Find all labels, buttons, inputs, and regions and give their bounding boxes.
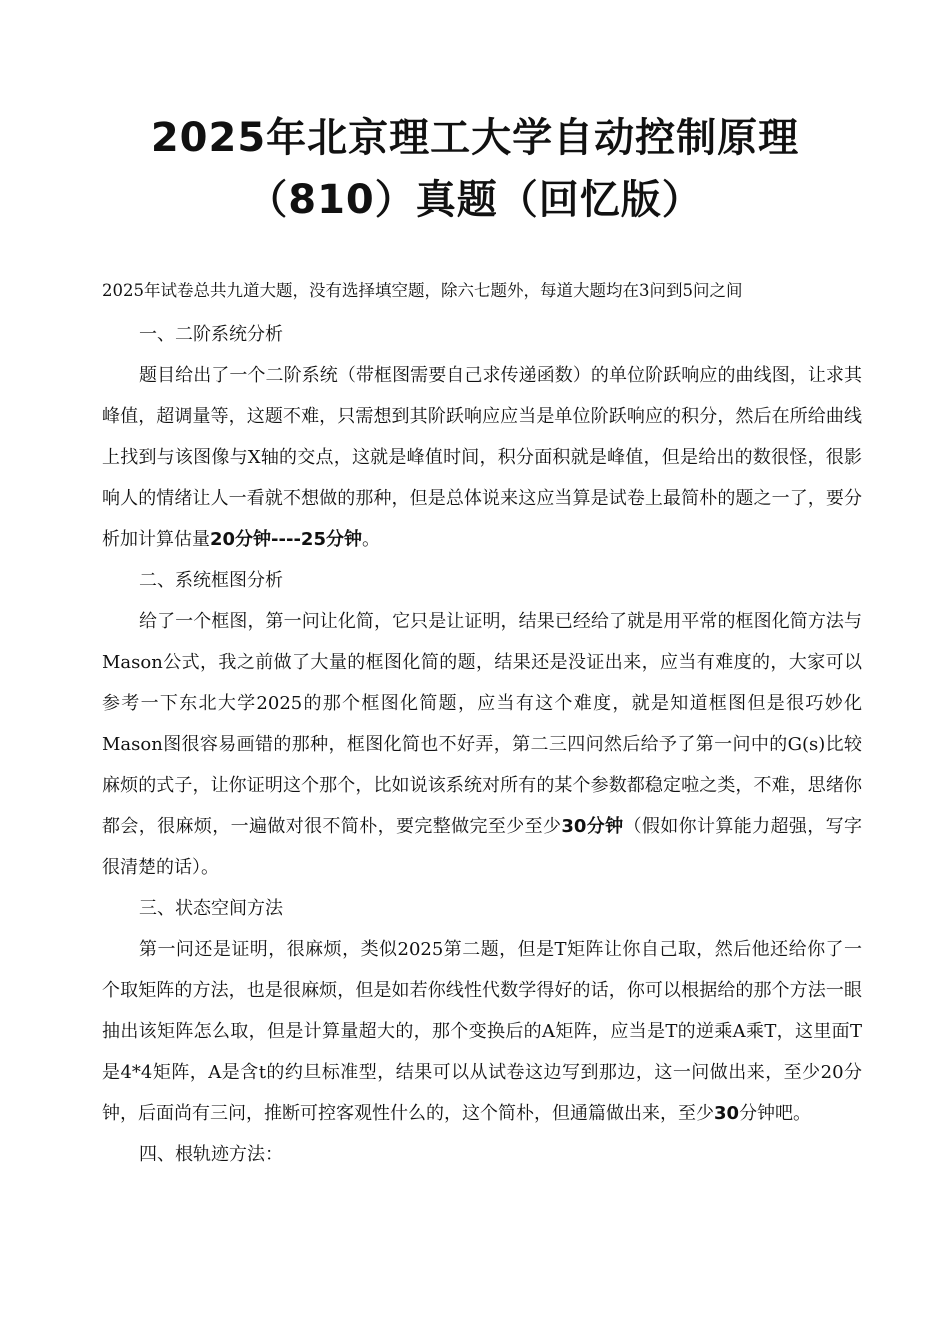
section-heading-3: 三、状态空间方法 (139, 898, 283, 919)
page-subtitle: （810）真题（回忆版） (247, 177, 703, 223)
page-title: 2025年北京理工大学自动控制原理 (150, 115, 800, 161)
section-heading-4: 四、根轨迹方法： (139, 1144, 283, 1165)
section-paragraph-2 (102, 601, 862, 888)
paragraph-text: 第一问还是证明，很麻烦，类似2025第二题，但是T矩阵让你自己取，然后他还给你了一个取矩阵的方法，也是很麻烦，但是如若你线性代数学得好的话，你可以根据给的那个方法一眼抽出该矩阵怎么取，但是计算量超大的，那个变换后的A矩阵，应当是T的逆乘A乘T，这里面T是4*4矩阵，A是含t的约旦标准型，结果可以从试卷这边写到那边，这一问做出来，至少20分钟，后面尚有三问，推断可控客观性什么的，这个简朴，但通篇做出来，至少 (102, 939, 862, 1124)
document-body (102, 314, 862, 1175)
section-paragraph-3 (102, 929, 862, 1134)
paragraph-bold-text: 20分钟----25分钟 (210, 529, 362, 550)
section-heading-2: 二、系统框图分析 (139, 570, 283, 591)
intro-text: 2025年试卷总共九道大题，没有选择填空题，除六七题外，每道大题均在3问到5问之间 (102, 281, 743, 300)
paragraph-text: 给了一个框图，第一问让化简，它只是让证明，结果已经给了就是用平常的框图化简方法与Mason公式，我之前做了大量的框图化简的题，结果还是没证出来，应当有难度的，大家可以参考一下东北大学2025的那个框图化简题，应当有这个难度，就是知道框图但是很巧妙化Mason图很容易画错的那种，框图化简也不好弄，第二三四问然后给予了第一问中的G(s)比较麻烦的式子，让你证明这个那个，比如说该系统对所有的某个参数都稳定啦之类，不难，思绪你都会，很麻烦，一遍做对很不简朴，要完整做完至少至少 (102, 611, 862, 837)
paragraph-bold-text: 30分钟 (561, 816, 624, 837)
section-heading-1: 一、二阶系统分析 (139, 324, 283, 345)
paragraph-text-end: 分钟吧。 (739, 1103, 812, 1124)
paragraph-text-end: 。 (361, 529, 380, 550)
paragraph-text: 题目给出了一个二阶系统（带框图需要自己求传递函数）的单位阶跃响应的曲线图，让求其峰值，超调量等，这题不难，只需想到其阶跃响应应当是单位阶跃响应的积分，然后在所给曲线上找到与该图像与X轴的交点，这就是峰值时间，积分面积就是峰值，但是给出的数很怪，很影响人的情绪让人一看就不想做的那种，但是总体说来这应当算是试卷上最简朴的题之一了，要分析加计算估量 (102, 365, 862, 550)
paragraph-bold-text: 30 (714, 1103, 740, 1124)
paragraph-text-end: （假如你计算能力超强，写字很清楚的话）。 (102, 816, 862, 878)
section-paragraph-1 (102, 355, 862, 560)
